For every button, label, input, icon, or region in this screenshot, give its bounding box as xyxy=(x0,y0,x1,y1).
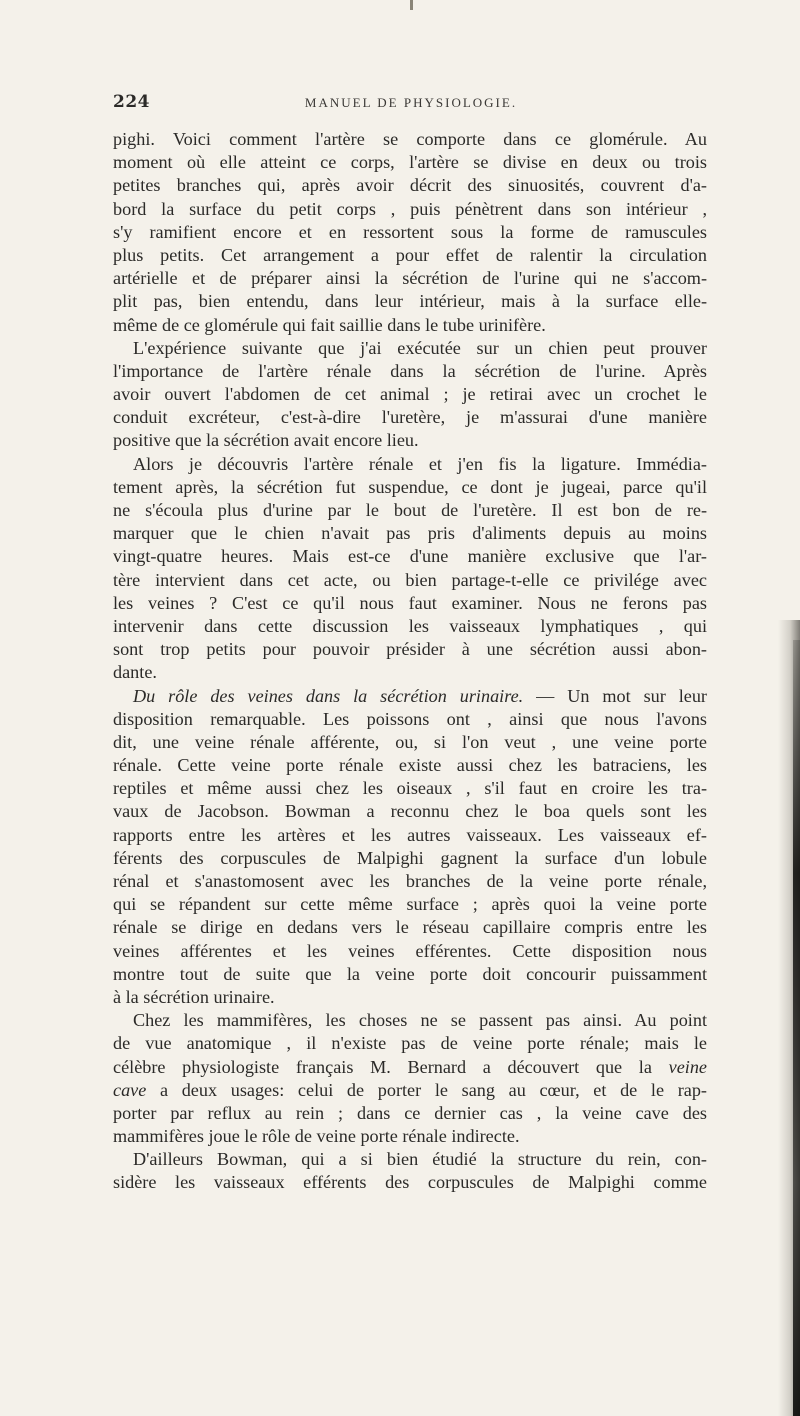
italic-term: veine xyxy=(668,1056,707,1077)
text-line: disposition remarquable. Les poissons ont , ainsi que nous l'avons xyxy=(113,708,707,729)
text-line: rapports entre les artères et les autres vaisseaux. Les vaisseaux ef- xyxy=(113,824,707,845)
text-line: artérielle et de préparer ainsi la sécrétion de l'urine qui ne s'accom- xyxy=(113,268,707,289)
text-line: férents des corpuscules de Malpighi gagnent la surface d'un lobule xyxy=(113,847,707,868)
text-line: pighi. Voici comment l'artère se comporte dans ce glomérule. Au xyxy=(113,129,707,149)
text-line: l'importance de l'artère rénale dans la sécrétion de l'urine. Après xyxy=(113,360,707,381)
section-heading: Du rôle des veines dans la sécrétion urinaire. xyxy=(133,685,524,706)
text-line: marquer que le chien n'avait pas pris d'aliments depuis au moins xyxy=(113,523,707,544)
page-number: 224 xyxy=(113,92,150,112)
text-segment: célèbre physiologiste français M. Bernard a découvert que la xyxy=(113,1056,652,1077)
section-heading-line xyxy=(113,685,707,708)
text-line: tère intervient dans cet acte, ou bien partage-t-elle ce privilége avec xyxy=(113,569,707,590)
text-line: vaux de Jacobson. Bowman a reconnu chez le boa quels sont les xyxy=(113,801,707,822)
text-line: ne s'écoula plus d'urine par le bout de l'uretère. Il est bon de re- xyxy=(113,500,707,520)
text-line: qui se répandent sur cette même surface ; après quoi la veine porte xyxy=(113,894,707,915)
text-line: bord la surface du petit corps , puis pénètrent dans son intérieur , xyxy=(113,198,707,219)
text-line xyxy=(113,1079,707,1102)
text-line: sont trop petits pour pouvoir présider à une sécrétion aussi abon- xyxy=(113,639,707,660)
italic-term: cave xyxy=(113,1079,147,1100)
text-line: petites branches qui, après avoir décrit des sinuosités, couvrent d'a- xyxy=(113,175,707,196)
text-line: Alors je découvris l'artère rénale et j'en fis la ligature. Immédia- xyxy=(133,453,707,474)
text-line: D'ailleurs Bowman, qui a si bien étudié la structure du rein, con- xyxy=(133,1149,707,1170)
section-heading-continuation: — Un mot sur leur xyxy=(523,685,707,706)
running-head: MANUEL DE PHYSIOLOGIE. xyxy=(304,95,518,110)
text-line: tement après, la sécrétion fut suspendue, ce dont je jugeai, parce qu'il xyxy=(113,476,707,497)
text-line: même de ce glomérule qui fait saillie dans le tube urinifère. xyxy=(113,314,546,335)
text-line: positive que la sécrétion avait encore lieu. xyxy=(113,430,419,451)
text-line: rénale. Cette veine porte rénale existe aussi chez les batraciens, les xyxy=(113,755,707,776)
text-line: plus petits. Cet arrangement a pour effet de ralentir la circulation xyxy=(113,244,707,265)
text-line: rénale se dirige en dedans vers le réseau capillaire compris entre les xyxy=(113,917,707,938)
page-header xyxy=(113,92,709,118)
text-line: veines afférentes et les veines efférentes. Cette disposition nous xyxy=(113,940,707,961)
text-line: plit pas, bien entendu, dans leur intérieur, mais à la surface elle- xyxy=(113,291,707,312)
text-line: porter par reflux au rein ; dans ce dernier cas , la veine cave des xyxy=(113,1102,707,1123)
text-line: dit, une veine rénale afférente, ou, si l'on veut , une veine porte xyxy=(113,731,707,752)
text-line: avoir ouvert l'abdomen de cet animal ; je retirai avec un crochet le xyxy=(113,384,707,405)
text-line: à la sécrétion urinaire. xyxy=(113,986,275,1007)
text-line: conduit excréteur, c'est-à-dire l'uretère, je m'assurai d'une manière xyxy=(113,407,707,428)
text-line: de vue anatomique , il n'existe pas de veine porte rénale; mais le xyxy=(113,1033,707,1054)
text-line: reptiles et même aussi chez les oiseaux , s'il faut en croire les tra- xyxy=(113,778,707,799)
page-edge-binding xyxy=(793,640,800,1416)
text-segment: a deux usages: celui de porter le sang au cœur, et de le rap- xyxy=(146,1079,707,1100)
body-text xyxy=(113,128,707,1195)
text-line: s'y ramifient encore et en ressortent sous la forme de ramuscules xyxy=(113,221,707,242)
text-line: intervenir dans cette discussion les vaisseaux lymphatiques , qui xyxy=(113,615,707,636)
text-line: L'expérience suivante que j'ai exécutée sur un chien peut prouver xyxy=(133,337,707,358)
text-line: sidère les vaisseaux efférents des corpuscules de Malpighi comme xyxy=(113,1172,707,1193)
text-line: mammifères joue le rôle de veine porte rénale indirecte. xyxy=(113,1126,520,1147)
text-line: moment où elle atteint ce corps, l'artère se divise en deux ou trois xyxy=(113,152,707,173)
text-line: rénal et s'anastomosent avec les branches de la veine porte rénale, xyxy=(113,871,707,891)
text-line: Chez les mammifères, les choses ne se passent pas ainsi. Au point xyxy=(133,1010,707,1031)
text-line: dante. xyxy=(113,662,157,683)
scan-mark xyxy=(410,0,413,10)
text-line xyxy=(113,1056,707,1079)
text-line: montre tout de suite que la veine porte doit concourir puissamment xyxy=(113,963,707,984)
text-line: vingt-quatre heures. Mais est-ce d'une manière exclusive que l'ar- xyxy=(113,546,707,567)
text-line: les veines ? C'est ce qu'il nous faut examiner. Nous ne ferons pas xyxy=(113,592,707,613)
